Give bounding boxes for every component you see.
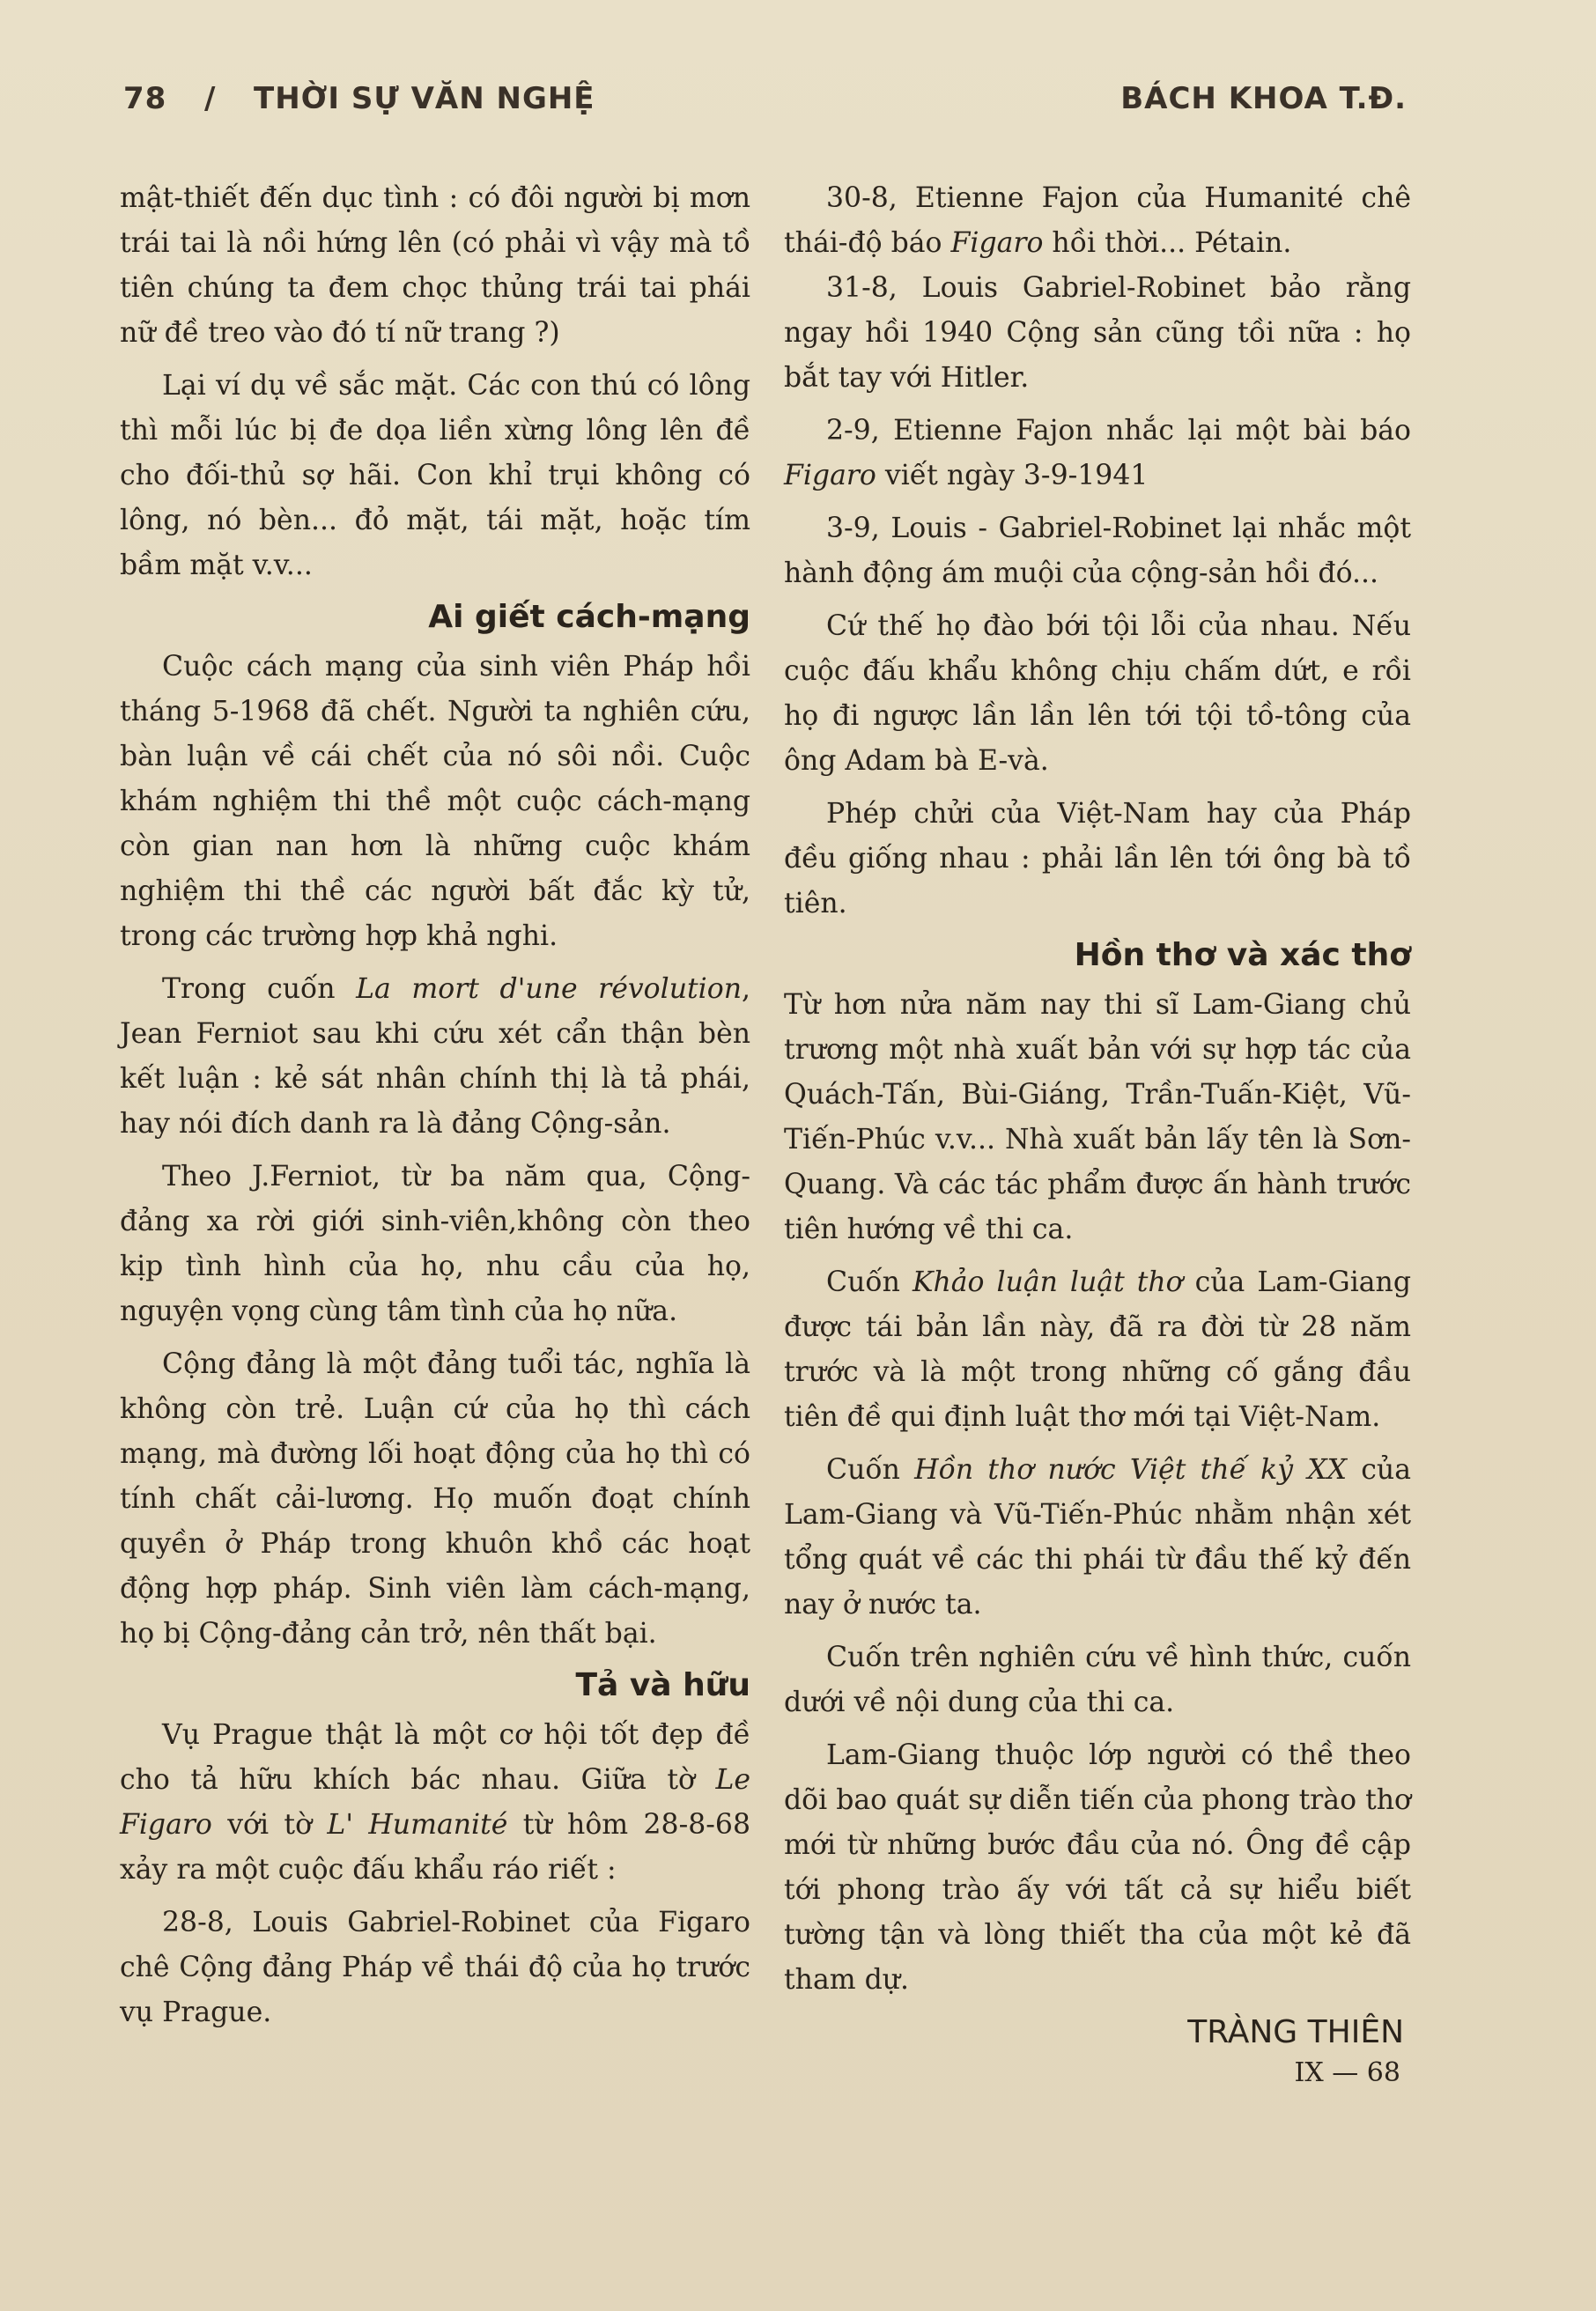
newspaper-name: Figaro bbox=[784, 460, 876, 491]
newspaper-name: Le Figaro bbox=[120, 1764, 750, 1841]
text: Vụ Prague thật là một cơ hội tốt đẹp đề cho tả hữu khích bác nhau. Giữa tờ bbox=[120, 1719, 750, 1796]
text: 30-8, Etienne Fajon của Humanité chê thái-độ báo bbox=[784, 182, 1411, 259]
paragraph: Cuộc cách mạng của sinh viên Pháp hồi tháng 5-1968 đã chết. Người ta nghiên cứu, bàn luận về cái chết của nó sôi nồi. Cuộc khám nghiệm thi thề một cuộc cách-mạng còn gian nan hơn là những cuộc khám nghiệm thi thề các người bất đắc kỳ tử, trong các trường hợp khả nghi. bbox=[120, 651, 750, 952]
text: hồi thời... Pétain. bbox=[1043, 227, 1292, 259]
subheading-ta-va-huu: Tả và hữu bbox=[575, 1667, 750, 1703]
header-separator: / bbox=[204, 81, 217, 116]
newspaper-name: L' Humanité bbox=[327, 1809, 508, 1841]
text: từ hôm 28-8-68 xảy ra một cuộc đấu khẩu ráo riết : bbox=[120, 1809, 750, 1886]
author-signature: TRÀNG THIÊN bbox=[1187, 2014, 1404, 2050]
left-column bbox=[120, 176, 750, 2035]
newspaper-name: Figaro bbox=[950, 227, 1044, 259]
paragraph bbox=[120, 967, 750, 1147]
right-column bbox=[784, 176, 1411, 2093]
text: Cuốn bbox=[826, 1454, 915, 1486]
paragraph: Từ hơn nửa năm nay thi sĩ Lam-Giang chủ trương một nhà xuất bản với sự hợp tác của Quách-Tấn, Bùi-Giáng, Trần-Tuấn-Kiệt, Vũ-Tiến-Phúc v.v... Nhà xuất bản lấy tên là Sơn-Quang. Và các tác phẩm được ấn hành trước tiên hướng về thi ca. bbox=[784, 989, 1411, 1245]
paragraph: Phép chửi của Việt-Nam hay của Pháp đều giống nhau : phải lần lên tới ông bà tồ tiên. bbox=[784, 798, 1411, 919]
paragraph: 31-8, Louis Gabriel-Robinet bảo rằng ngay hồi 1940 Cộng sản cũng tồi nữa : họ bắt tay với Hitler. bbox=[784, 272, 1411, 394]
paragraph bbox=[784, 409, 1411, 498]
page-number: 78 bbox=[123, 81, 167, 116]
subheading-hon-tho-va-xac-tho: Hồn thơ và xác thơ bbox=[1074, 937, 1411, 973]
paragraph bbox=[120, 1713, 750, 1893]
text: Cuốn bbox=[826, 1266, 913, 1298]
paragraph: Cộng đảng là một đảng tuổi tác, nghĩa là không còn trẻ. Luận cứ của họ thì cách mạng, mà đường lối hoạt động của họ thì có tính chất cải-lương. Họ muốn đoạt chính quyền ở Pháp trong khuôn khồ các hoạt động hợp pháp. Sinh viên làm cách-mạng, họ bị Cộng-đảng cản trở, nên thất bại. bbox=[120, 1348, 750, 1650]
book-title: La mort d'une révolution bbox=[356, 973, 742, 1005]
paragraph: Cuốn trên nghiên cứu về hình thức, cuốn dưới về nội dung của thi ca. bbox=[784, 1642, 1411, 1718]
paragraph: 3-9, Louis - Gabriel-Robinet lại nhắc một hành động ám muội của cộng-sản hồi đó... bbox=[784, 513, 1411, 589]
paragraph: Theo J.Ferniot, từ ba năm qua, Cộng-đảng xa rời giới sinh-viên,không còn theo kịp tình hình của họ, nhu cầu của họ, nguyện vọng cùng tâm tình của họ nữa. bbox=[120, 1161, 750, 1327]
text: viết ngày 3-9-1941 bbox=[876, 460, 1149, 491]
book-title: Khảo luận luật thơ bbox=[912, 1266, 1183, 1298]
book-title: Hồn thơ nước Việt thế kỷ XX bbox=[914, 1454, 1348, 1486]
page-header bbox=[123, 81, 1407, 130]
section-title: THỜI SỰ VĂN NGHỆ bbox=[254, 81, 595, 116]
paragraph bbox=[784, 176, 1411, 266]
paragraph: Cứ thế họ đào bới tội lỗi của nhau. Nếu cuộc đấu khẩu không chịu chấm dứt, e rồi họ đi ngược lần lần lên tới tội tồ-tông của ông Adam bà E-và. bbox=[784, 610, 1411, 777]
text: của Lam-Giang và Vũ-Tiến-Phúc nhằm nhận xét tổng quát về các thi phái từ đầu thế kỷ đến nay ở nước ta. bbox=[784, 1454, 1411, 1621]
subheading-ai-giet-cach-mang: Ai giết cách-mạng bbox=[428, 599, 750, 635]
paragraph bbox=[784, 1260, 1411, 1440]
paragraph: 28-8, Louis Gabriel-Robinet của Figaro chê Cộng đảng Pháp về thái độ của họ trước vụ Prague. bbox=[120, 1907, 750, 2028]
article-date: IX — 68 bbox=[1294, 2057, 1400, 2088]
text: 2-9, Etienne Fajon nhắc lại một bài báo bbox=[826, 415, 1411, 447]
text: với tờ bbox=[211, 1809, 328, 1841]
text: , Jean Ferniot sau khi cứu xét cẩn thận bèn kết luận : kẻ sát nhân chính thị là tả phái, hay nói đích danh ra là đảng Cộng-sản. bbox=[120, 973, 750, 1140]
paragraph: Lam-Giang thuộc lớp người có thề theo dõi bao quát sự diễn tiến của phong trào thơ mới từ những bước đầu của nó. Ông đề cập tới phong trào ấy với tất cả sự hiểu biết tường tận và lòng thiết tha của một kẻ đã tham dự. bbox=[784, 1739, 1411, 1996]
paragraph bbox=[784, 1448, 1411, 1628]
text: Trong cuốn bbox=[162, 973, 357, 1005]
paragraph: Lại ví dụ về sắc mặt. Các con thú có lông thì mỗi lúc bị đe dọa liền xừng lông lên đề cho đối-thủ sợ hãi. Con khỉ trụi không có lông, nó bèn... đỏ mặt, tái mặt, hoặc tím bầm mặt v.v... bbox=[120, 370, 750, 581]
text: của Lam-Giang được tái bản lần này, đã ra đời từ 28 năm trước và là một trong những cố gắng đầu tiên đề qui định luật thơ mới tại Việt-Nam. bbox=[784, 1266, 1412, 1433]
paragraph: mật-thiết đến dục tình : có đôi người bị mơn trái tai là nồi hứng lên (có phải vì vậy mà tồ tiên chúng ta đem chọc thủng trái tai phái nữ đề treo vào đó tí nữ trang ?) bbox=[120, 182, 750, 349]
magazine-title: BÁCH KHOA T.Đ. bbox=[1120, 81, 1407, 116]
